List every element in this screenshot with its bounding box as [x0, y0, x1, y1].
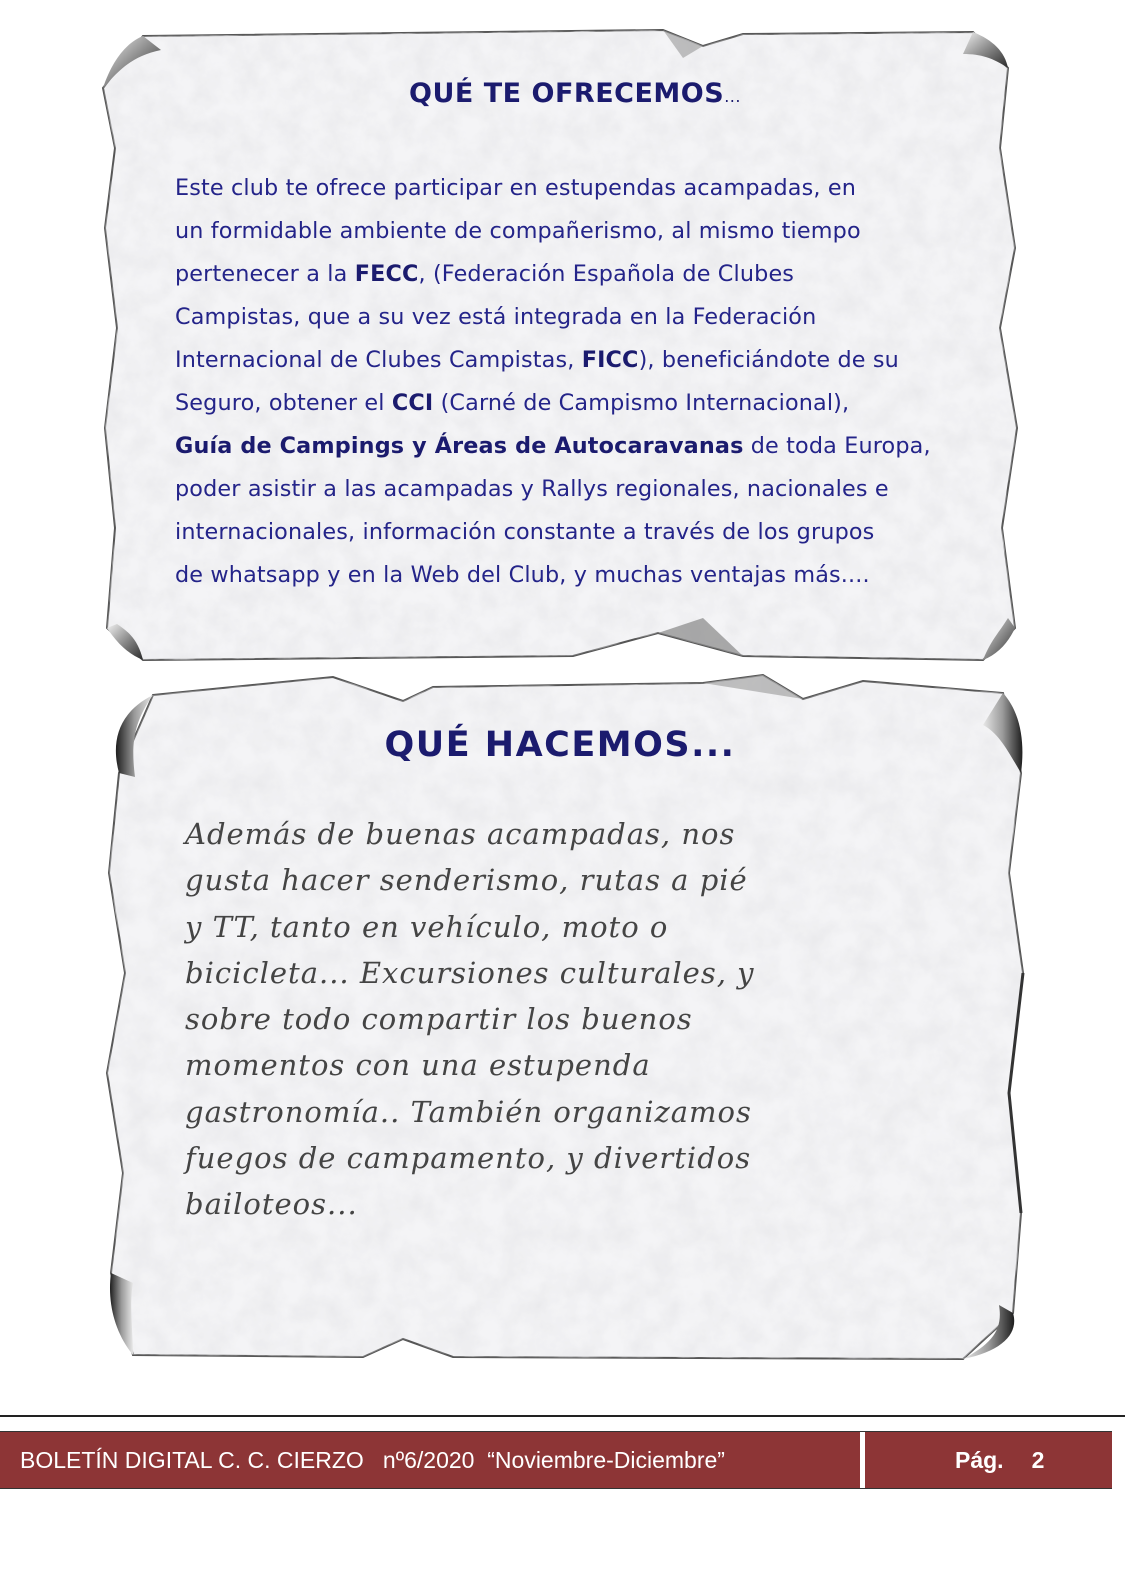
footer-bar — [0, 1431, 1112, 1489]
guide-bold: Guía de Campings y Áreas de Autocaravanas — [175, 433, 744, 459]
footer-page — [865, 1432, 1112, 1488]
page-label: Pág. — [955, 1446, 1004, 1473]
page-number: 2 — [1031, 1446, 1045, 1473]
offer-title: QUÉ TE OFRECEMOS... — [409, 78, 741, 109]
fecc-bold: FECC — [354, 261, 419, 287]
ficc-bold: FICC — [581, 347, 639, 373]
cci-bold: CCI — [391, 390, 434, 416]
footer-bulletin-title: BOLETÍN DIGITAL C. C. CIERZO nº6/2020 “Noviembre-Diciembre” — [0, 1432, 860, 1488]
footer-divider — [0, 1415, 1125, 1417]
offer-scroll — [103, 28, 1020, 668]
offer-paragraph: Este club te ofrece participar en estupendas acampadas, en un formidable ambiente de compañerismo, al mismo tiempo pertenecer a la FECC, (Federación Española de Clubes Campistas, que a su vez está integrada en la Federación Internacional de Clubes Campistas, FICC), beneficiándote de su Seguro, obtener el CCI (Carné de Campismo Internacional), Guía de Campings y Áreas de Autocaravanas de toda Europa, poder asistir a las acampadas y Rallys regionales, nacionales e internacionales, información constante a través de los grupos de whatsapp y en la Web del Club, y muchas ventajas más.... — [175, 175, 931, 588]
activities-title: QUÉ HACEMOS... — [384, 725, 736, 765]
activities-content — [185, 725, 995, 1228]
offer-content — [175, 78, 975, 597]
activities-paragraph: Además de buenas acampadas, nos gusta hacer senderismo, rutas a pié y TT, tanto en vehículo, moto o bicicleta... Excursiones culturales, y sobre todo compartir los buenos momentos con una estupenda gastronomía.. También organizamos fuegos de campamento, y divertidos bailoteos... — [185, 817, 755, 1222]
activities-scroll — [103, 673, 1028, 1363]
